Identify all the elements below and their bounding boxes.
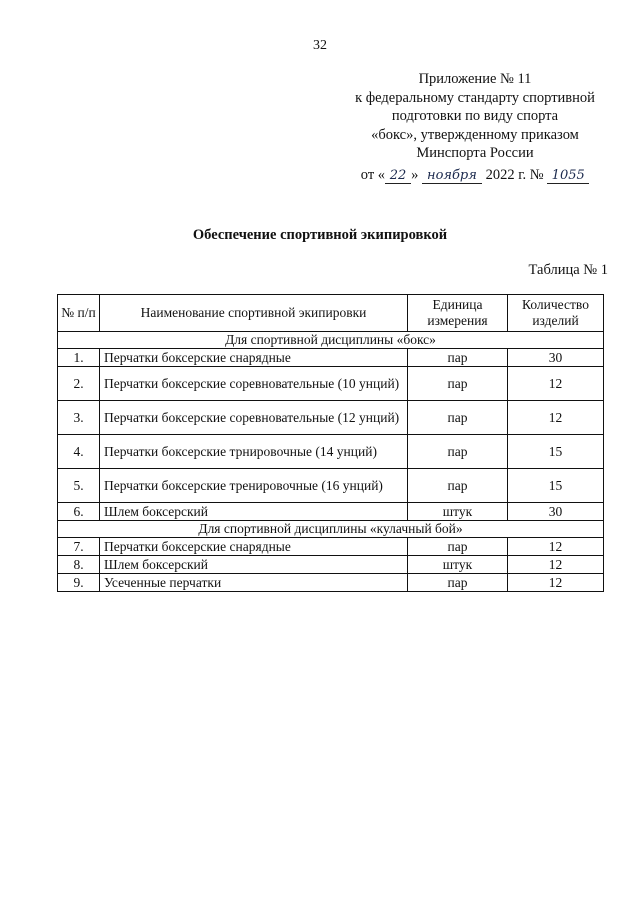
cell-num: 2. (58, 367, 100, 401)
table-row (58, 574, 604, 592)
table-row (58, 349, 604, 367)
cell-unit: пар (408, 435, 508, 469)
date-mid: » (411, 166, 419, 183)
table-row (58, 503, 604, 521)
appendix-line: Приложение № 11 (418, 71, 532, 87)
cell-num: 9. (58, 574, 100, 592)
table-row (58, 367, 604, 401)
cell-unit: пар (408, 469, 508, 503)
cell-unit: пар (408, 349, 508, 367)
equipment-table (57, 294, 604, 592)
date-prefix: от « (360, 166, 386, 183)
appendix-line: подготовки по виду спорта (391, 108, 559, 124)
section-title: Для спортивной дисциплины «кулачный бой» (58, 521, 604, 538)
cell-unit: штук (408, 556, 508, 574)
cell-qty: 12 (508, 401, 604, 435)
cell-name: Перчатки боксерские соревновательные (10 унций) (100, 367, 408, 401)
cell-name: Перчатки боксерские соревновательные (12 унций) (100, 401, 408, 435)
cell-name: Шлем боксерский (100, 556, 408, 574)
cell-name: Перчатки боксерские снарядные (100, 538, 408, 556)
cell-unit: штук (408, 503, 508, 521)
order-date-number-line (330, 166, 620, 185)
cell-num: 6. (58, 503, 100, 521)
cell-name: Усеченные перчатки (100, 574, 408, 592)
cell-num: 1. (58, 349, 100, 367)
table-label: Таблица № 1 (528, 262, 608, 278)
handwritten-order-number: 1055 (547, 168, 589, 184)
section-title: Для спортивной дисциплины «бокс» (58, 332, 604, 349)
table-row (58, 435, 604, 469)
handwritten-day: 22 (385, 168, 411, 184)
page-number: 32 (313, 38, 327, 53)
cell-num: 8. (58, 556, 100, 574)
cell-unit: пар (408, 367, 508, 401)
handwritten-month: ноября (422, 168, 482, 184)
cell-qty: 12 (508, 556, 604, 574)
header-unit: Единица измерения (408, 295, 508, 332)
cell-unit: пар (408, 401, 508, 435)
cell-name: Перчатки боксерские тренировочные (16 унций) (100, 469, 408, 503)
cell-qty: 30 (508, 349, 604, 367)
appendix-line: «бокс», утвержденному приказом (371, 126, 579, 143)
table-row (58, 469, 604, 503)
cell-name: Перчатки боксерские трнировочные (14 унций) (100, 435, 408, 469)
appendix-header (330, 70, 620, 184)
header-qty: Количество изделий (508, 295, 604, 332)
table-header-row (58, 295, 604, 332)
table-row (58, 401, 604, 435)
year-text: 2022 г. № (485, 166, 544, 183)
cell-name: Перчатки боксерские снарядные (100, 349, 408, 367)
appendix-line: к федеральному стандарту спортивной (355, 89, 595, 106)
section-row (58, 332, 604, 349)
section-row (58, 521, 604, 538)
cell-qty: 30 (508, 503, 604, 521)
cell-num: 7. (58, 538, 100, 556)
cell-name: Шлем боксерский (100, 503, 408, 521)
cell-qty: 15 (508, 469, 604, 503)
cell-qty: 12 (508, 538, 604, 556)
document-title: Обеспечение спортивной экипировкой (192, 227, 448, 243)
cell-qty: 15 (508, 435, 604, 469)
cell-qty: 12 (508, 367, 604, 401)
appendix-line: Минспорта России (416, 145, 534, 161)
cell-qty: 12 (508, 574, 604, 592)
cell-num: 5. (58, 469, 100, 503)
header-num: № п/п (58, 295, 100, 332)
table-row (58, 556, 604, 574)
cell-num: 3. (58, 401, 100, 435)
table-row (58, 538, 604, 556)
cell-num: 4. (58, 435, 100, 469)
header-name: Наименование спортивной экипировки (100, 295, 408, 332)
cell-unit: пар (408, 574, 508, 592)
cell-unit: пар (408, 538, 508, 556)
